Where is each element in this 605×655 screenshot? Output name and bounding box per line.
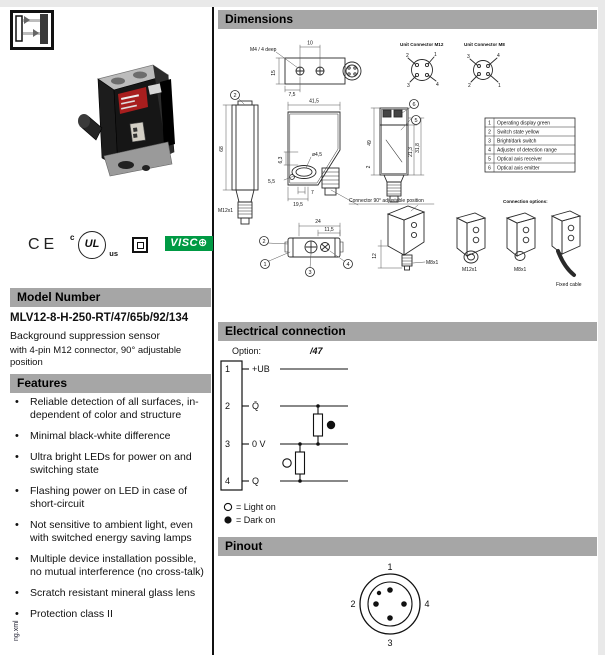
schematic-pin-3: 3: [225, 439, 231, 449]
wire-label-qbar: Q̄: [252, 401, 260, 411]
model-number-header-label: Model Number: [17, 290, 101, 304]
dim-7: 7: [311, 190, 314, 196]
wire-label-q: Q: [252, 476, 260, 486]
callout-2: 2: [233, 93, 237, 99]
features-list: [10, 396, 208, 629]
legend-text: Adjuster of detection range: [497, 147, 557, 154]
callout-1: 1: [263, 262, 267, 268]
option-m8-label: M8x1: [514, 267, 527, 273]
m12-pin-tr: 1: [434, 52, 437, 58]
callout-3: 3: [308, 270, 312, 276]
ce-mark: CE: [28, 236, 59, 253]
features-header: [10, 374, 211, 393]
dimensions-legend-table: [485, 118, 575, 172]
ul-mark: [70, 231, 118, 259]
model-description-line2: with 4-pin M12 connector, 90° adjustable position: [10, 345, 182, 368]
dimensions-drawing: [218, 30, 597, 320]
dim-12: 12: [372, 253, 378, 259]
m8-pin-tr: 4: [497, 53, 500, 59]
dim-10: 10: [307, 40, 313, 47]
unit-connector-m12-label: Unit Connector M12: [400, 42, 444, 47]
product-photo: [68, 52, 208, 192]
m8-pin-br: 1: [498, 83, 501, 89]
dim-31-8: 31,8: [415, 143, 421, 153]
option-cable-label: Fixed cable: [556, 282, 582, 288]
pinout-pin-4: 4: [424, 599, 430, 609]
light-on-circle: [283, 459, 291, 467]
sensor-principle-logo-icon: [10, 10, 54, 50]
model-description-line1: Background suppression sensor: [10, 330, 161, 342]
dim-dia-4-5: ø4,5: [312, 152, 323, 158]
legend-light-text: = Light on: [236, 502, 276, 512]
callout-4: 4: [346, 262, 350, 268]
features-header-label: Features: [17, 376, 68, 390]
electrical-connection-header: [218, 322, 597, 341]
connection-options-label: Connection options:: [503, 199, 548, 204]
electrical-connection-diagram: [218, 342, 478, 534]
option-m12-label: M12x1: [462, 267, 478, 273]
legend-num: 3: [488, 138, 491, 145]
dim-41-5: 41,5: [309, 98, 319, 105]
feature-item: • Scratch resistant mineral glass lens: [10, 587, 208, 600]
page-top-margin: [0, 0, 605, 7]
dimensions-header: [218, 10, 597, 29]
m12-pin-bl: 3: [407, 83, 410, 89]
feature-item: • Minimal black-white difference: [10, 430, 208, 443]
pinout-header-label: Pinout: [225, 539, 263, 553]
legend-num: 5: [488, 156, 491, 163]
wire-label-ub: +UB: [252, 364, 270, 374]
model-number-header: [10, 288, 211, 307]
visco-logo: VISC⊕: [165, 236, 213, 251]
schematic-pin-2: 2: [225, 401, 231, 411]
connector-note: Connector 90° adjustable position: [349, 198, 424, 204]
pinout-pin-1: 1: [387, 562, 393, 572]
callout-6: 6: [412, 102, 416, 108]
protection-class-2-icon: [132, 237, 148, 253]
legend-text: Operating display green: [497, 120, 551, 127]
legend-text: Optical axis receiver: [497, 156, 543, 163]
dim-68: 68: [219, 146, 225, 152]
dim-19-5: 19,5: [293, 202, 303, 208]
feature-item: • Flashing power on LED in case of short-circuit: [10, 485, 208, 511]
ul-c-label: c: [70, 233, 75, 242]
dim-5-5: 5,5: [268, 179, 275, 185]
schematic-pin-4: 4: [225, 476, 231, 486]
pinout-pin-2: 2: [350, 599, 356, 609]
m8-pin-tl: 3: [467, 54, 470, 60]
pinout-header: [218, 537, 597, 556]
dim-15: 15: [271, 70, 277, 76]
pinout-pin-3: 3: [387, 638, 393, 648]
option-value: /47: [310, 346, 323, 356]
dim-m4-note: M4 / 4 deep: [250, 47, 277, 53]
callout-5: 5: [414, 118, 418, 124]
pinout-diagram: [218, 556, 597, 654]
legend-dark-text: = Dark on: [236, 515, 276, 525]
dim-11-5: 11,5: [324, 227, 334, 233]
resistor-light-on: [296, 452, 305, 474]
legend-text: Switch state yellow: [497, 129, 540, 136]
feature-item: • Ultra bright LEDs for power on and switching state: [10, 451, 208, 477]
unit-connector-m8-label: Unit Connector M8: [464, 42, 505, 47]
resistor-dark-on: [314, 414, 323, 436]
dim-7-5: 7,5: [288, 92, 296, 98]
dimensions-header-label: Dimensions: [225, 12, 294, 26]
feature-item: • Not sensitive to ambient light, even with switched energy saving lamps: [10, 519, 208, 545]
dim-24: 24: [315, 219, 321, 225]
wire-label-0v: 0 V: [252, 439, 266, 449]
legend-text: Optical axis emitter: [497, 165, 540, 172]
column-divider: [212, 7, 214, 655]
legend-num: 2: [488, 129, 491, 136]
ul-label: UL: [84, 238, 100, 250]
legend-num: 4: [488, 147, 491, 154]
dim-49: 49: [367, 140, 373, 146]
feature-item: • Protection class II: [10, 608, 208, 621]
dim-2: 2: [366, 165, 372, 169]
schematic-pin-1: 1: [225, 364, 231, 374]
dark-on-dot: [327, 421, 335, 429]
legend-num: 1: [488, 120, 491, 127]
certification-row: [10, 230, 210, 264]
model-number-value: MLV12-8-H-250-RT/47/65b/92/134: [10, 312, 189, 324]
rotated-filename-text: ng.xml: [13, 620, 20, 641]
m12-pin-tl: 2: [406, 53, 409, 59]
dim-m8x1-adj: M8x1: [426, 260, 439, 266]
feature-item: • Reliable detection of all surfaces, in-dependent of color and structure: [10, 396, 208, 422]
dim-m12x1-side: M12x1: [218, 208, 234, 214]
electrical-header-label: Electrical connection: [225, 324, 346, 338]
page-right-margin: [598, 0, 605, 655]
dim-21-3: 21,3: [408, 147, 414, 157]
option-label: Option:: [232, 346, 262, 356]
m8-pin-bl: 2: [468, 83, 471, 89]
callout-2: 2: [262, 239, 266, 245]
legend-light-icon: [224, 503, 231, 510]
legend-dark-icon: [224, 516, 231, 523]
legend-text: Bright/dark switch: [497, 138, 537, 145]
dim-6-3: 6,3: [278, 156, 284, 164]
ul-us-label: us: [109, 249, 118, 258]
m12-pin-br: 4: [436, 82, 439, 88]
feature-item: • Multiple device installation possible, no mutual interference (no cross-talk): [10, 553, 208, 579]
legend-num: 6: [488, 165, 491, 172]
